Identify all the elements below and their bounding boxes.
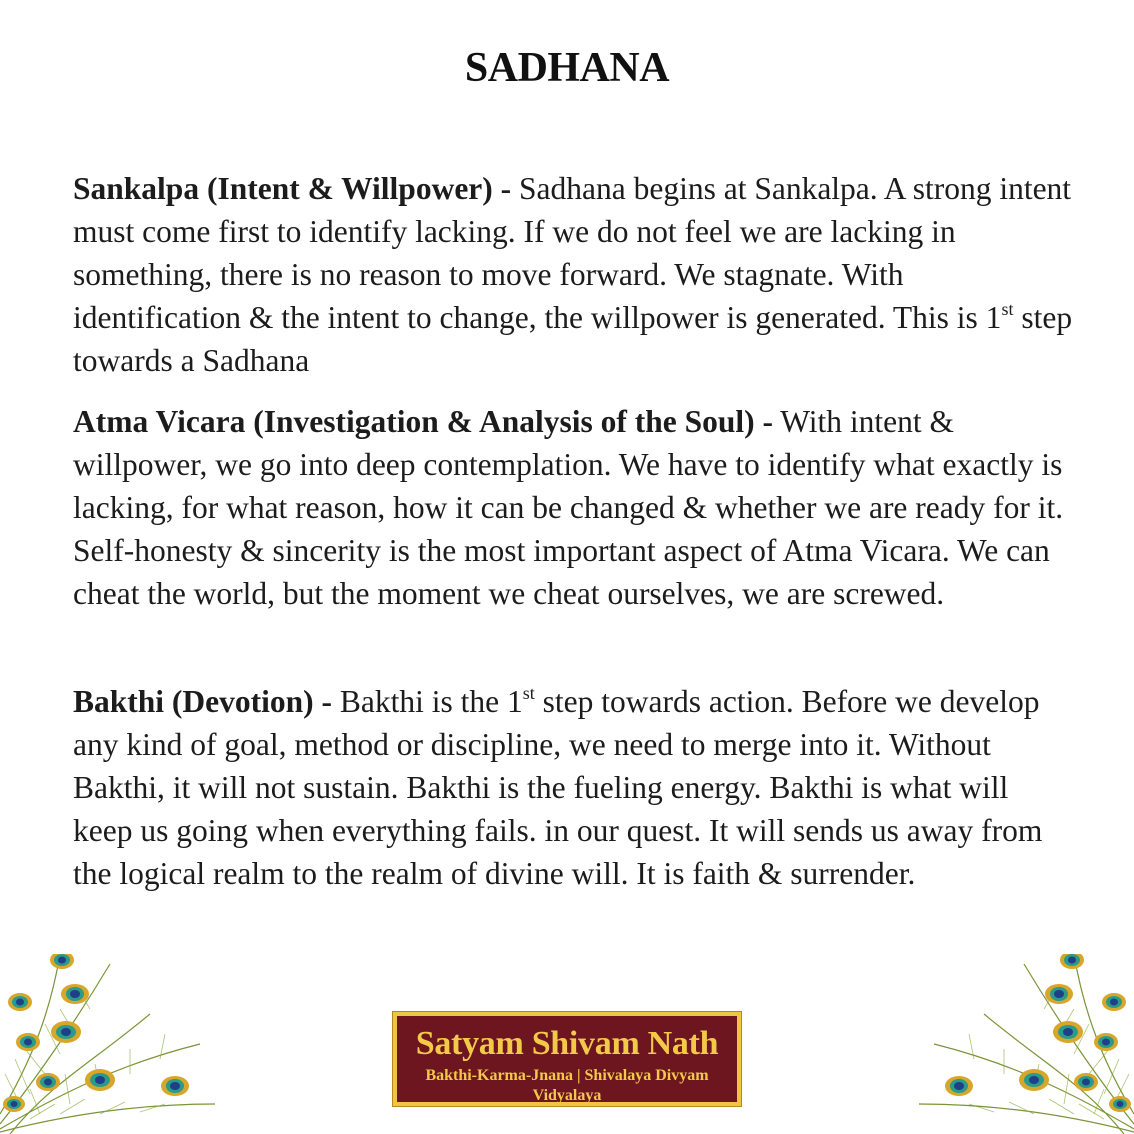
section-sankalpa [73, 167, 1073, 382]
brand-logo [393, 1012, 741, 1106]
peacock-feather-icon [0, 954, 220, 1134]
section-bakthi [73, 680, 1073, 895]
section-text: step towards a Sadhana [73, 300, 1073, 378]
section-atma-vicara [73, 400, 1073, 615]
section-text: Sadhana begins at Sankalpa. A strong intent must come first to identify lacking. If we do not feel we are lacking in something, there is no reason to move forward. We stagnate. With identification & the intent to change, the willpower is generated. This is 1 [73, 171, 1072, 335]
section-text: Bakthi is the 1 [332, 684, 523, 719]
page-title: SADHANA [464, 45, 670, 91]
ordinal-suffix: st [522, 683, 535, 703]
brand-tagline: Bakthi-Karma-Jnana | Shivalaya Divyam Vidyalaya [425, 1067, 709, 1104]
section-heading: Bakthi (Devotion) - [73, 684, 332, 719]
section-text: step towards action. Before we develop any kind of goal, method or discipline, we need to merge into it. Without Bakthi, it will not sustain. Bakthi is the fueling energy. Bakthi is what will keep us going when everything fails. in our quest. It will sends us away from the logical realm to the realm of divine will. It is faith & surrender. [73, 684, 1043, 891]
brand-name: Satyam Shivam Nath [415, 1025, 719, 1062]
ordinal-suffix: st [1001, 299, 1014, 319]
section-heading: Atma Vicara (Investigation & Analysis of the Soul) - [73, 404, 773, 439]
section-text: With intent & willpower, we go into deep contemplation. We have to identify what exactly is lacking, for what reason, how it can be changed & whether we are ready for it. Self-honesty & sincerity is the most important aspect of Atma Vicara. We can cheat the world, but the moment we cheat ourselves, we are screwed. [73, 404, 1064, 611]
peacock-feather-icon [914, 954, 1134, 1134]
section-heading: Sankalpa (Intent & Willpower) - [73, 171, 512, 206]
